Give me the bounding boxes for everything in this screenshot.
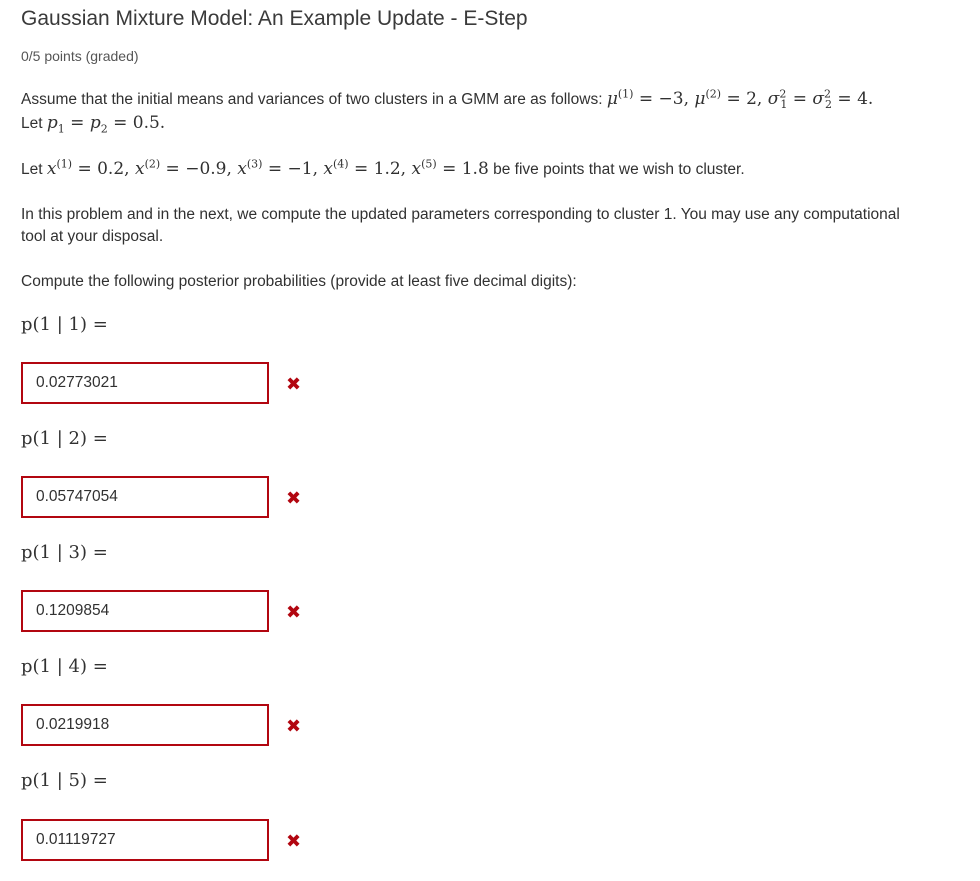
question-label-4: p(1 | 4) = bbox=[21, 656, 108, 677]
close-icon: ✖ bbox=[286, 831, 302, 851]
assume-text: Assume that the initial means and variances of two clusters in a GMM are as follows: bbox=[21, 91, 603, 108]
data-points-formula: $x^{(1)} = 0.2$, $x^{(2)} = -0.9$, $x^{(3)} = -1$, $x^{(4)} = 1.2$, $x^{(5)} = 1.8$ bbox=[46, 157, 489, 179]
mixing-weights-formula: $p_1 = p_2 = 0.5$. bbox=[46, 113, 166, 136]
instruction-text: In this problem and in the next, we compute the updated parameters corresponding to cluster 1. You may use any computational tool at your disposal. bbox=[21, 206, 900, 245]
answer-input-4[interactable]: 0.0219918 bbox=[21, 704, 269, 746]
close-icon: ✖ bbox=[286, 602, 302, 622]
question-label-5: p(1 | 5) = bbox=[21, 770, 108, 791]
answer-input-3[interactable]: 0.1209854 bbox=[21, 590, 269, 632]
assume-line bbox=[21, 88, 873, 111]
answer-input-5[interactable]: 0.01119727 bbox=[21, 819, 269, 861]
let-label-2: Let bbox=[21, 161, 43, 178]
answer-input-2[interactable]: 0.05747054 bbox=[21, 476, 269, 518]
answer-input-1[interactable]: 0.02773021 bbox=[21, 362, 269, 404]
close-icon: ✖ bbox=[286, 488, 302, 508]
question-label-3: p(1 | 3) = bbox=[21, 542, 108, 563]
close-icon: ✖ bbox=[286, 374, 302, 394]
points-status: 0/5 points (graded) bbox=[21, 48, 139, 64]
means-variances-formula: $\mu^{(1)} = -3$, $\mu^{(2)} = 2$, $\sigma^2_1 = \sigma^2_2 = 4$. bbox=[606, 87, 874, 112]
let-label: Let bbox=[21, 115, 43, 132]
points-text: be five points that we wish to cluster. bbox=[493, 161, 745, 178]
data-points-line bbox=[21, 158, 745, 181]
compute-text: Compute the following posterior probabilities (provide at least five decimal digits): bbox=[21, 273, 577, 290]
problem-title: Gaussian Mixture Model: An Example Update - E-Step bbox=[21, 7, 528, 30]
question-label-2: p(1 | 2) = bbox=[21, 428, 108, 449]
close-icon: ✖ bbox=[286, 716, 302, 736]
question-label-1: p(1 | 1) = bbox=[21, 314, 108, 335]
mixing-weights-line bbox=[21, 112, 165, 135]
